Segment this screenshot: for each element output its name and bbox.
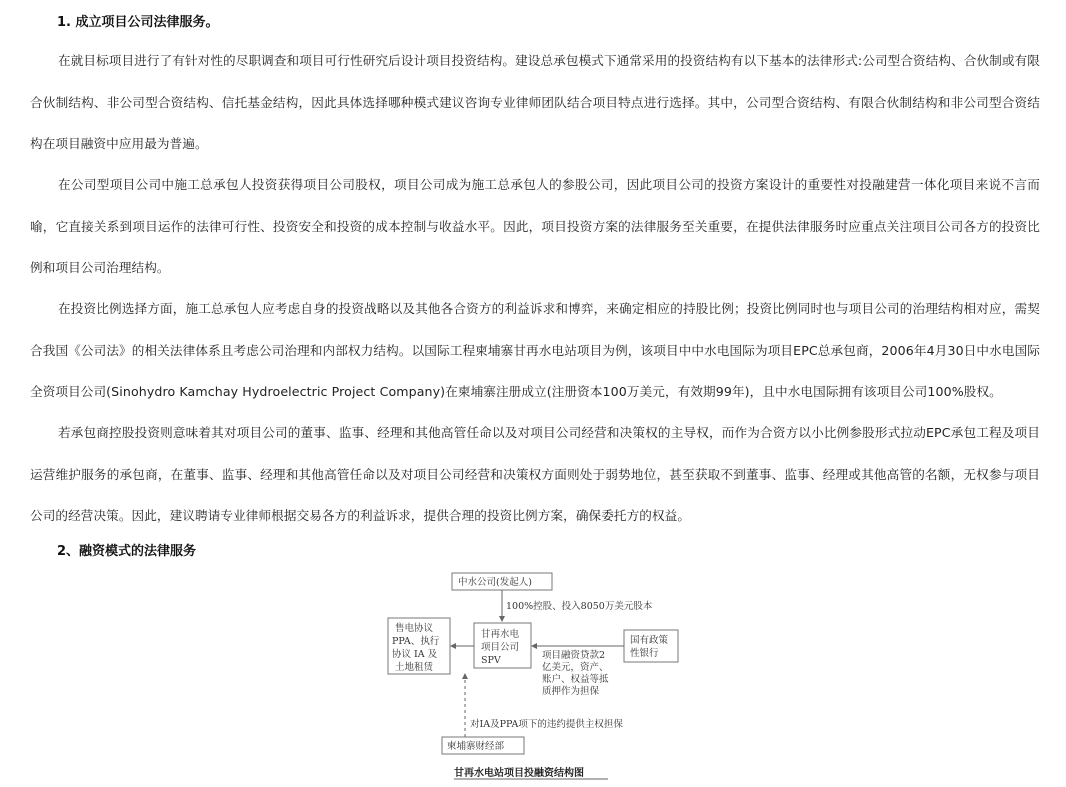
loan-line-2: 亿美元，资产、 xyxy=(542,662,609,673)
agreements-line-4: 土地租赁 xyxy=(395,662,434,673)
spv-line-1: 甘再水电 xyxy=(481,629,520,640)
ministry-label: 柬埔寨财经部 xyxy=(447,741,505,752)
spv-line-3: SPV xyxy=(481,655,501,666)
agreements-line-1: 售电协议 xyxy=(395,623,434,634)
loan-line-1: 项目融资贷款2 xyxy=(542,650,606,661)
spv-line-2: 项目公司 xyxy=(481,642,520,653)
guarantee-label: 对IA及PPA项下的违约提供主权担保 xyxy=(470,719,623,730)
loan-line-4: 质押作为担保 xyxy=(542,686,600,697)
agreements-line-3: 协议 IA 及 xyxy=(392,649,438,660)
bank-line-1: 国有政策 xyxy=(630,635,669,646)
agreements-line-2: PPA、执行 xyxy=(392,636,440,647)
paragraph-4: 若承包商控股投资则意味着其对项目公司的董事、监事、经理和其他高管任命以及对项目公司经营和决策权的主导权，而作为合资方以小比例参股形式拉动EPC承包工程及项目运营维护服务的承包商，在董事、监事、经理和其他高管任命以及对项目公司经营和决策权方面则处于弱势地位，甚至获取不到董事、监事、经理或其他高管的名额，无权参与项目公司的经营决策。因此，建议聘请专业律师根据交易各方的利益诉求，提供合理的投资比例方案，确保委托方的权益。 xyxy=(30,425,1040,523)
section1-heading: 1. 成立项目公司法律服务。 xyxy=(57,15,219,30)
sponsor-label: 中水公司(发起人) xyxy=(458,577,532,588)
bank-line-2: 性银行 xyxy=(630,648,659,659)
paragraph-2: 在公司型项目公司中施工总承包人投资获得项目公司股权，项目公司成为施工总承包人的参股公司，因此项目公司的投资方案设计的重要性对投融建营一体化项目来说不言而喻，它直接关系到项目运作的法律可行性、投资安全和投资的成本控制与收益水平。因此，项目投资方案的法律服务至关重要，在提供法律服务时应重点关注项目公司各方的投资比例和项目公司治理结构。 xyxy=(30,177,1040,275)
paragraph-3: 在投资比例选择方面，施工总承包人应考虑自身的投资战略以及其他各合资方的利益诉求和博弈，来确定相应的持股比例；投资比例同时也与项目公司的治理结构相对应，需契合我国《公司法》的相关法律体系且考虑公司治理和内部权力结构。以国际工程柬埔寨甘再水电站项目为例，该项目中中水电国际为项目EPC总承包商，2006年4月30日中水电国际全资项目公司(Sinohydro Kamchay Hydroelectric Project Company)在柬埔寨注册成立(注册资本100万美元，有效期99年)，且中水电国际拥有该项目公司100%股权。 xyxy=(30,301,1040,399)
loan-line-3: 账户、权益等抵 xyxy=(542,674,609,685)
sponsor-arrow-label: 100%控股、投入8050万美元股本 xyxy=(506,601,653,612)
diagram-caption: 甘再水电站项目投融资结构图 xyxy=(454,768,584,779)
paragraph-1: 在就目标项目进行了有针对性的尽职调查和项目可行性研究后设计项目投资结构。建设总承包模式下通常采用的投资结构有以下基本的法律形式:公司型合资结构、合伙制或有限合伙制结构、非公司型合资结构、信托基金结构，因此具体选择哪种模式建议咨询专业律师团队结合项目特点进行选择。其中，公司型合资结构、有限合伙制结构和非公司型合资结构在项目融资中应用最为普遍。 xyxy=(30,53,1040,151)
investment-structure-diagram xyxy=(380,568,700,783)
section2-heading: 2、融资模式的法律服务 xyxy=(57,544,197,559)
